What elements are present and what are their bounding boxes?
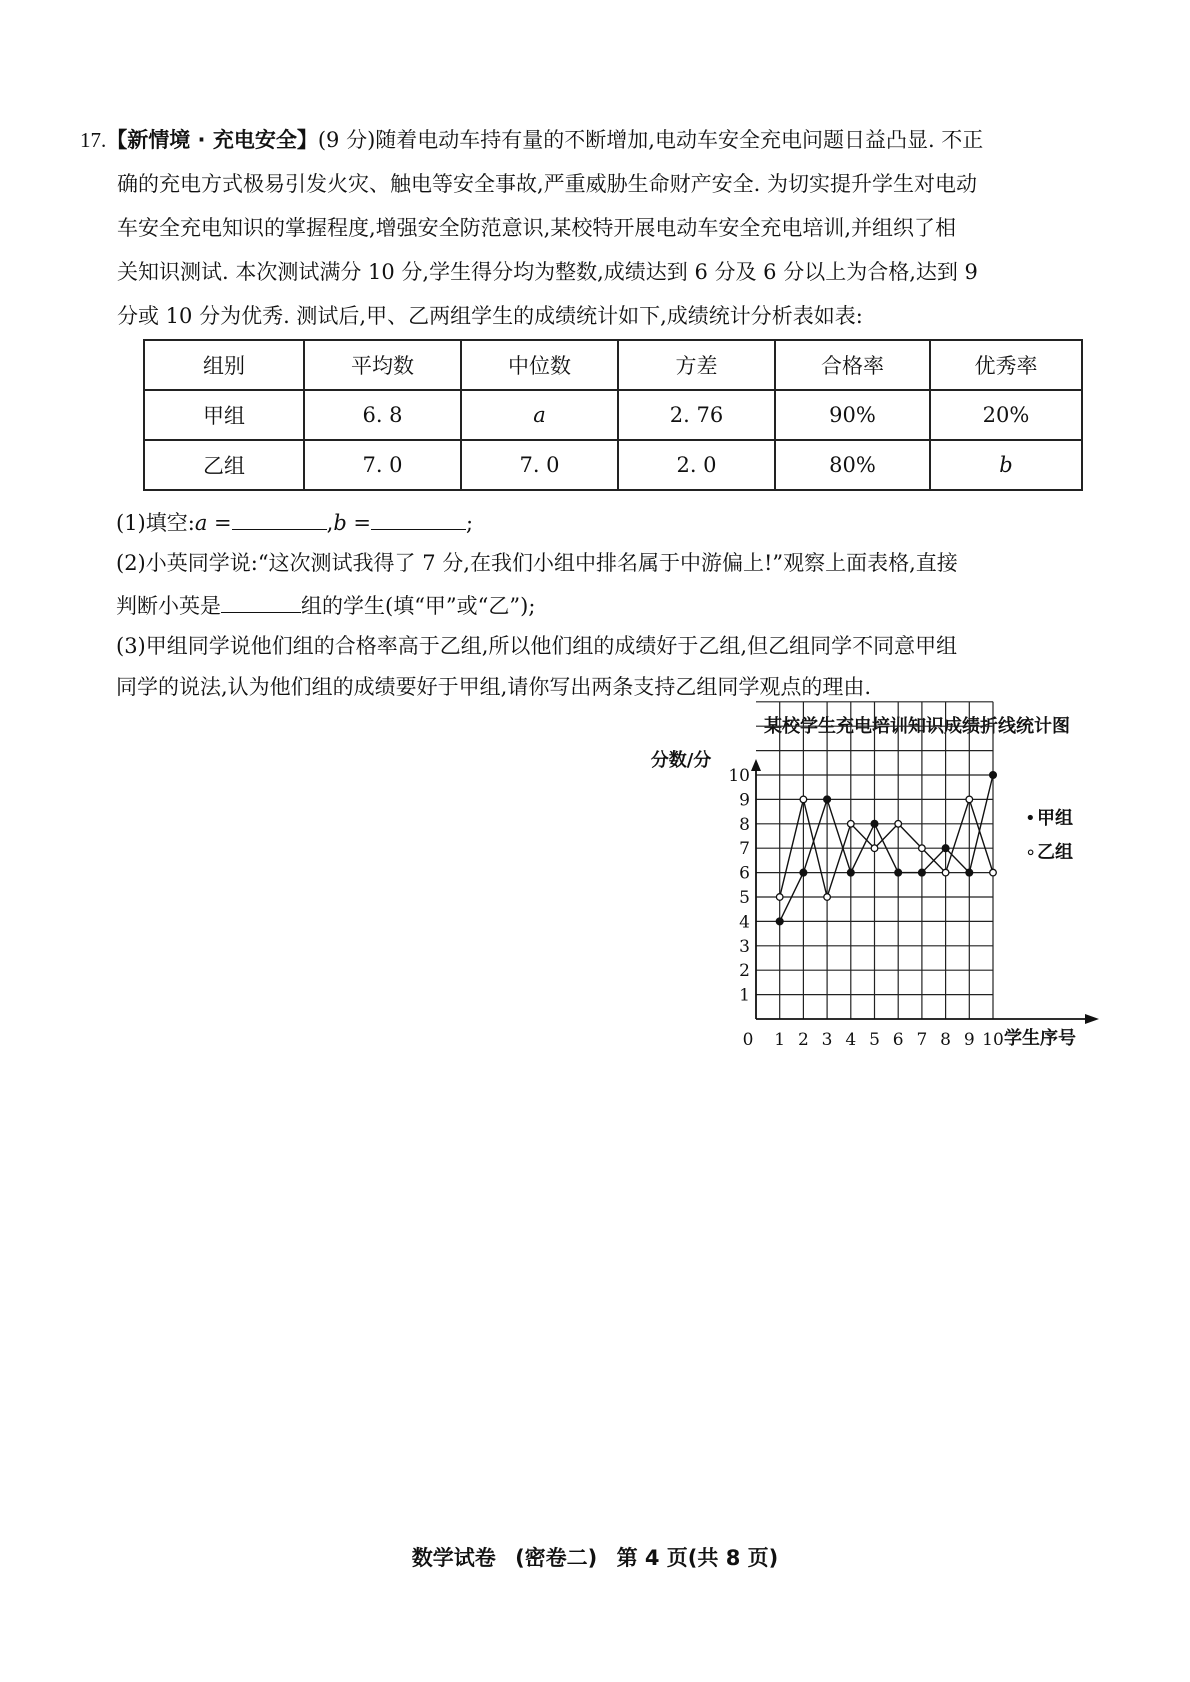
table-header-cell: 合格率 — [775, 340, 930, 390]
series-line-2 — [780, 799, 993, 897]
table-cell: 7. 0 — [304, 440, 461, 490]
x-tick-label: 1 — [774, 1030, 786, 1050]
legend-label: 乙组 — [1037, 842, 1073, 863]
data-point-filled — [776, 918, 783, 925]
question-line: 确的充电方式极易引发火灾、触电等安全事故,严重威胁生命财产安全. 为切实提升学生对电动 — [117, 172, 978, 196]
legend-marker: • — [1025, 808, 1036, 829]
table-cell: 20% — [930, 390, 1082, 440]
chart-ticks — [728, 766, 1003, 1050]
table-header-cell: 中位数 — [461, 340, 618, 390]
question-tag: 【新情境 · 充电安全】 — [106, 128, 318, 152]
part-3-line-2: 同学的说法,认为他们组的成绩要好于甲组,请你写出两条支持乙组同学观点的理由. — [116, 675, 872, 699]
part-2-line-2 — [116, 587, 1116, 625]
y-tick-label: 10 — [728, 766, 750, 786]
table-cell: 2. 76 — [618, 390, 775, 440]
data-point-hollow — [871, 845, 878, 852]
x-tick-label: 9 — [963, 1030, 975, 1050]
table-header-cell: 平均数 — [304, 340, 461, 390]
data-point-filled — [966, 869, 973, 876]
chart-grid — [756, 702, 993, 1019]
data-point-filled — [919, 869, 926, 876]
table-cell: 乙组 — [144, 440, 304, 490]
chart-x-label: 学生序号 — [1004, 1028, 1076, 1049]
data-point-hollow — [966, 796, 973, 803]
y-tick-label: 9 — [739, 790, 750, 811]
part-1-prefix: (1)填空: — [116, 511, 195, 535]
x-tick-label: 0 — [742, 1030, 754, 1050]
part-2-text-b: 组的学生(填“甲”或“乙”); — [301, 594, 536, 618]
table-row — [144, 390, 1082, 440]
data-point-filled — [847, 869, 854, 876]
x-tick-label: 8 — [940, 1030, 952, 1050]
footer-subject: 数学试卷 — [411, 1546, 496, 1570]
table-cell: 80% — [775, 440, 930, 490]
question-line: 关知识测试. 本次测试满分 10 分,学生得分均为整数,成绩达到 6 分及 6 分以上为合格,达到 9 — [117, 260, 978, 284]
data-point-hollow — [776, 894, 783, 901]
question-line: 分或 10 分为优秀. 测试后,甲、乙两组学生的成绩统计如下,成绩统计分析表如表: — [117, 304, 863, 328]
data-point-hollow — [848, 821, 855, 828]
x-tick-label: 7 — [916, 1030, 928, 1050]
question-line: (9 分)随着电动车持有量的不断增加,电动车安全充电问题日益凸显. 不正 — [317, 128, 984, 152]
table-cell: 6. 8 — [304, 390, 461, 440]
blank-b-label: b = — [333, 511, 372, 535]
table-cell: 2. 0 — [618, 440, 775, 490]
y-tick-label: 5 — [739, 888, 750, 908]
y-tick-label: 1 — [739, 985, 750, 1006]
y-axis-arrow — [751, 759, 761, 771]
data-point-filled — [990, 772, 997, 779]
data-point-hollow — [824, 894, 831, 901]
question-first-line — [80, 118, 1110, 162]
table-header-cell: 方差 — [618, 340, 775, 390]
y-tick-label: 6 — [739, 863, 750, 884]
chart-axes — [751, 759, 1099, 1024]
part-1-comma: , — [326, 511, 334, 535]
y-tick-label: 3 — [739, 936, 750, 957]
footer-paper: (密卷二) — [515, 1546, 598, 1570]
question-17 — [80, 118, 1110, 338]
table-cell: a — [461, 390, 618, 440]
table-header-cell: 优秀率 — [930, 340, 1082, 390]
table-cell: b — [930, 440, 1082, 490]
data-point-hollow — [800, 796, 807, 803]
chart-legend — [1025, 808, 1073, 863]
blank-a-label: a = — [194, 511, 232, 535]
series-line-1 — [780, 775, 993, 921]
question-number: 17. — [80, 128, 107, 152]
blank-group — [221, 590, 301, 613]
data-point-hollow — [895, 821, 902, 828]
legend-marker: ∘ — [1025, 842, 1037, 863]
table-header-cell: 组别 — [144, 340, 304, 390]
x-tick-label: 2 — [797, 1030, 809, 1050]
page-footer — [0, 1542, 1190, 1572]
blank-a — [232, 507, 327, 530]
table-cell: 7. 0 — [461, 440, 618, 490]
data-point-filled — [942, 845, 949, 852]
data-point-hollow — [942, 869, 949, 876]
x-tick-label: 10 — [982, 1030, 1004, 1050]
blank-b — [371, 507, 466, 530]
part-2-text-a: 判断小英是 — [116, 594, 221, 618]
part-1 — [116, 504, 1116, 542]
y-tick-label: 8 — [739, 814, 750, 835]
table-header-row — [144, 340, 1082, 390]
x-tick-label: 6 — [892, 1030, 904, 1050]
chart-title: 某校学生充电培训知识成绩折线统计图 — [764, 716, 1070, 737]
table-row — [144, 440, 1082, 490]
chart-y-label: 分数/分 — [650, 750, 712, 771]
data-point-filled — [895, 869, 902, 876]
part-2-line-1: (2)小英同学说:“这次测试我得了 7 分,在我们小组中排名属于中游偏上!”观察上面表格,直接 — [116, 551, 958, 575]
x-axis-arrow — [1085, 1014, 1099, 1024]
chart-series — [776, 772, 996, 925]
part-3-line-1: (3)甲组同学说他们组的合格率高于乙组,所以他们组的成绩好于乙组,但乙组同学不同意甲组 — [116, 634, 958, 658]
stats-table — [143, 339, 1083, 491]
table-cell: 90% — [775, 390, 930, 440]
x-tick-label: 5 — [869, 1030, 880, 1050]
x-tick-label: 3 — [821, 1030, 833, 1050]
data-point-filled — [824, 796, 831, 803]
part-1-end: ; — [466, 511, 474, 535]
x-tick-label: 4 — [845, 1030, 857, 1050]
data-point-filled — [871, 820, 878, 827]
legend-label: 甲组 — [1037, 808, 1073, 829]
footer-page-number: 第 4 页(共 8 页) — [616, 1546, 779, 1570]
data-point-filled — [800, 869, 807, 876]
data-point-hollow — [990, 869, 997, 876]
table-cell: 甲组 — [144, 390, 304, 440]
data-point-hollow — [919, 845, 926, 852]
y-tick-label: 7 — [739, 839, 750, 860]
question-line: 车安全充电知识的掌握程度,增强安全防范意识,某校特开展电动车安全充电培训,并组织了相 — [117, 216, 957, 240]
y-tick-label: 2 — [739, 961, 750, 982]
y-tick-label: 4 — [739, 912, 750, 933]
